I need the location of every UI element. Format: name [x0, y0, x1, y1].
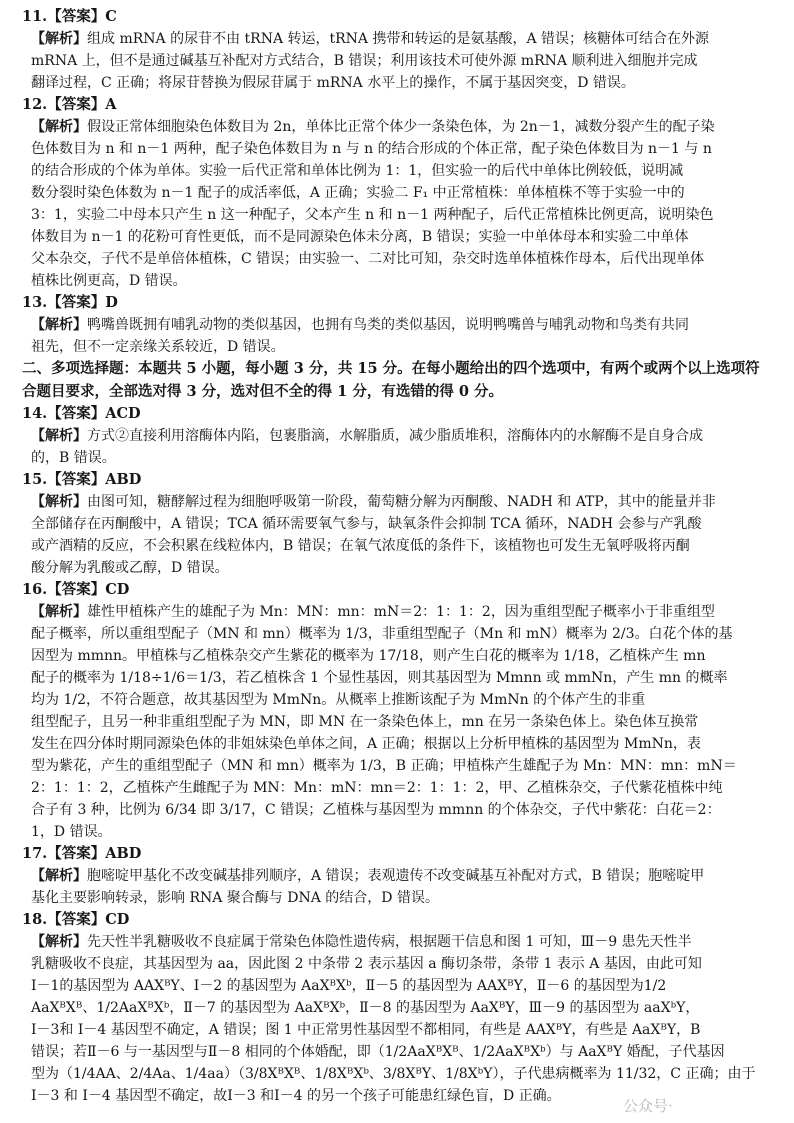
answer-value: CD [105, 581, 130, 598]
analysis-text: 翻译过程，C 正确；将尿苷替换为假尿苷属于 mRNA 水平上的操作，不属于基因突变，D 错误。 [31, 75, 635, 91]
answer-value: D [105, 294, 118, 311]
analysis-text: 组型配子，且另一种非重组型配子为 MN，即 MN 在一条染色体上，mn 在另一条染色体上。染色体互换常 [31, 714, 699, 730]
answer-value: ABD [105, 471, 142, 488]
analysis-text: 色体数目为 n 和 n－1 两种，配子染色体数目为 n 与 n 的结合形成的个体正常，配子染色体数目为 n－1 与 n [31, 141, 712, 157]
analysis-text: 方式②直接利用溶酶体内陷，包裹脂滴，水解脂质，减少脂质堆积，溶酶体内的水解酶不是自身合成 [87, 428, 703, 444]
question-block [22, 403, 768, 469]
analysis-label: 【解析】 [31, 604, 87, 620]
answer-label: 【答案】 [47, 911, 106, 928]
analysis-line [22, 1019, 768, 1041]
analysis-line [22, 513, 768, 535]
analysis-line [22, 138, 768, 160]
analysis-line [22, 270, 768, 292]
analysis-text: 3：1，实验二中母本只产生 n 这一种配子，父本产生 n 和 n－1 两种配子，后代正常植株比例更高，说明染色 [31, 207, 714, 223]
answer-value: C [105, 8, 117, 25]
analysis-text: 型为紫花，产生的重组型配子（MN 和 mn）概率为 1/3，B 正确；甲植株产生雄配子为 Mn：MN：mn：mN＝ [31, 758, 737, 774]
answer-label: 【答案】 [47, 294, 106, 311]
analysis-line [22, 953, 768, 975]
question-number: 12. [22, 96, 48, 113]
analysis-label: 【解析】 [31, 31, 87, 47]
analysis-line [22, 116, 768, 138]
answer-line [22, 6, 768, 28]
analysis-text: mRNA 上，但不是通过碱基互补配对方式结合，B 错误；利用该技术可使外源 mRNA 顺利进入细胞并完成 [31, 53, 698, 69]
analysis-text: 配子的概率为 1/18÷1/6＝1/3，若乙植株含 1 个显性基因，则其基因型为 Mmnn 或 mmNn，产生 mn 的概率 [31, 670, 728, 686]
question-number: 17. [22, 845, 48, 862]
analysis-text: 数分裂时染色体数为 n－1 配子的成活率低，A 正确；实验二 F₁ 中正常植株：单体植株不等于实验一中的 [31, 185, 685, 201]
analysis-text: 酸分解为乳酸或乙醇，D 错误。 [31, 560, 229, 576]
analysis-text: 基化主要影响转录，影响 RNA 聚合酶与 DNA 的结合，D 错误。 [31, 890, 439, 906]
answers-part-one [22, 6, 768, 358]
analysis-label: 【解析】 [31, 934, 87, 950]
question-block [22, 292, 768, 358]
analysis-line [22, 336, 768, 358]
analysis-text: 组成 mRNA 的尿苷不由 tRNA 转运，tRNA 携带和转运的是氨基酸，A 错误；核糖体可结合在外源 [87, 31, 710, 47]
answer-label: 【答案】 [47, 96, 106, 113]
analysis-line [22, 645, 768, 667]
analysis-line [22, 975, 768, 997]
analysis-line [22, 865, 768, 887]
analysis-text: 发生在四分体时期同源染色体的非姐妹染色单体之间，A 正确；根据以上分析甲植株的基因型为 MmNn，表 [31, 736, 701, 752]
analysis-line [22, 997, 768, 1019]
analysis-text: 均为 1/2，不符合题意，故其基因型为 MmNn。从概率上推断该配子为 MmNn 的个体产生的非重 [31, 692, 646, 708]
analysis-line [22, 425, 768, 447]
answer-label: 【答案】 [47, 581, 106, 598]
question-block [22, 94, 768, 292]
analysis-line [22, 711, 768, 733]
analysis-text: Ⅰ－3和 Ⅰ－4 基因型不确定，A 错误；图 1 中正常男性基因型不都相同，有些是 AAXᴮY，有些是 AaXᴮY，B [31, 1022, 701, 1038]
analysis-text: 乳糖吸收不良症，其基因型为 aa，因此图 2 中条带 2 表示基因 a 酶切条带，条带 1 表示 A 基因，由此可知 [31, 956, 702, 972]
analysis-line [22, 799, 768, 821]
analysis-text: 雄性甲植株产生的雄配子为 Mn：MN：mn：mN＝2：1：1：2，因为重组型配子概率小于非重组型 [87, 604, 715, 620]
section-heading-multiple-choice [22, 358, 768, 403]
watermark-text: 公众号· [623, 1097, 673, 1115]
analysis-line [22, 28, 768, 50]
answer-line [22, 843, 768, 865]
analysis-line [22, 755, 768, 777]
answer-value: ABD [105, 845, 142, 862]
analysis-text: 配子概率，所以重组型配子（MN 和 mn）概率为 1/3，非重组型配子（Mn 和 mN）概率为 2/3。白花个体的基 [31, 626, 733, 642]
analysis-text: 父本杂交，子代不是单倍体植株，C 错误；由实验一、二对比可知，杂交时选单体植株作母本，后代出现单体 [31, 251, 705, 267]
answer-label: 【答案】 [47, 471, 106, 488]
question-number: 18. [22, 911, 48, 928]
analysis-line [22, 601, 768, 623]
answer-line [22, 469, 768, 491]
analysis-text: 合子有 3 种，比例为 6/34 即 3/17，C 错误；乙植株与基因型为 mmnn 的个体杂交，子代中紫花：白花＝2： [31, 802, 721, 818]
analysis-line [22, 689, 768, 711]
analysis-text: 2：1：1：2，乙植株产生雌配子为 MN：Mn：mN：mn＝2：1：1：2，甲、乙植株杂交，子代紫花植株中纯 [31, 780, 723, 796]
analysis-line [22, 72, 768, 94]
answer-value: CD [105, 911, 130, 928]
answers-part-two [22, 403, 768, 1107]
section-heading-line: 二、多项选择题：本题共 5 小题，每小题 3 分，共 15 分。在每小题给出的四个选项中，有两个或两个以上选项符 [22, 360, 760, 377]
question-block [22, 579, 768, 843]
analysis-label: 【解析】 [31, 317, 87, 333]
analysis-text: 的结合形成的个体为单体。实验一后代正常和单体比例为 1：1，但实验一的后代中单体比例较低，说明减 [31, 163, 684, 179]
answer-label: 【答案】 [47, 8, 106, 25]
analysis-line [22, 204, 768, 226]
analysis-line [22, 447, 768, 469]
analysis-label: 【解析】 [31, 119, 87, 135]
analysis-text: 或产酒精的反应，不会积累在线粒体内，B 错误；在氧气浓度低的条件下，该植物也可发生无氧呼吸将丙酮 [31, 538, 690, 554]
answer-value: A [105, 96, 117, 113]
analysis-line [22, 821, 768, 843]
analysis-line [22, 1063, 768, 1085]
analysis-line [22, 535, 768, 557]
analysis-text: 1，D 错误。 [31, 824, 112, 840]
analysis-line [22, 50, 768, 72]
analysis-text: 错误；若Ⅱ－6 与一基因型与Ⅱ－8 相同的个体婚配，即（1/2AaXᴮXᴮ、1/2AaXᴮXᵇ）与 AaXᴮY 婚配，子代基因 [31, 1044, 725, 1060]
answer-label: 【答案】 [47, 405, 106, 422]
answer-line [22, 579, 768, 601]
analysis-text: 全部储存在丙酮酸中，A 错误；TCA 循环需要氧气参与，缺氧条件会抑制 TCA 循环，NADH 会参与产乳酸 [31, 516, 702, 532]
analysis-text: 型为（1/4AA、2/4Aa、1/4aa）（3/8XᴮXᴮ、1/8XᴮXᵇ、3/8XᴮY、1/8XᵇY），子代患病概率为 11/32，C 正确；由于 [31, 1066, 756, 1082]
analysis-text: 体数目为 n－1 的花粉可育性更低，而不是同源染色体未分离，B 错误；实验一中单体母本和实验二中单体 [31, 229, 689, 245]
analysis-line [22, 160, 768, 182]
analysis-text: AaXᴮXᴮ、1/2AaXᴮXᵇ，Ⅱ－7 的基因型为 AaXᴮXᵇ，Ⅱ－8 的基因型为 AaXᴮY，Ⅲ－9 的基因型为 aaXᵇY， [31, 1000, 700, 1016]
analysis-line [22, 314, 768, 336]
analysis-line [22, 733, 768, 755]
analysis-line [22, 623, 768, 645]
analysis-text: 祖先，但不一定亲缘关系较近，D 错误。 [31, 339, 285, 355]
question-number: 16. [22, 581, 48, 598]
analysis-line [22, 777, 768, 799]
answer-value: ACD [105, 405, 141, 422]
analysis-line [22, 226, 768, 248]
analysis-line [22, 1041, 768, 1063]
analysis-text: 因型为 mmnn。甲植株与乙植株杂交产生紫花的概率为 17/18，则产生白花的概率为 1/18，乙植株产生 mn [31, 648, 706, 664]
question-number: 13. [22, 294, 48, 311]
answer-line [22, 403, 768, 425]
question-block [22, 6, 768, 94]
analysis-label: 【解析】 [31, 428, 87, 444]
question-block [22, 909, 768, 1107]
section-heading-line: 合题目要求，全部选对得 3 分，选对但不全的得 1 分，有选错的得 0 分。 [22, 382, 504, 400]
analysis-line [22, 182, 768, 204]
analysis-line [22, 667, 768, 689]
question-number: 11. [22, 8, 48, 25]
answer-label: 【答案】 [47, 845, 106, 862]
analysis-line [22, 248, 768, 270]
analysis-text: 鸭嘴兽既拥有哺乳动物的类似基因，也拥有鸟类的类似基因，说明鸭嘴兽与哺乳动物和鸟类有共同 [87, 317, 689, 333]
analysis-text: Ⅰ－3 和 Ⅰ－4 基因型不确定，故Ⅰ－3 和Ⅰ－4 的另一个孩子可能患红绿色盲，D 正确。 [31, 1088, 561, 1104]
analysis-text: 胞嘧啶甲基化不改变碱基排列顺序，A 错误；表观遗传不改变碱基互补配对方式，B 错误；胞嘧啶甲 [87, 868, 705, 884]
answer-line [22, 94, 768, 116]
answer-line [22, 909, 768, 931]
analysis-label: 【解析】 [31, 868, 87, 884]
analysis-line [22, 557, 768, 579]
analysis-text: Ⅰ－1的基因型为 AAXᴮY、Ⅰ－2 的基因型为 AaXᴮXᵇ，Ⅱ－5 的基因型为 AAXᴮY，Ⅱ－6 的基因型为1/2 [31, 978, 667, 994]
analysis-text: 由图可知，糖酵解过程为细胞呼吸第一阶段，葡萄糖分解为丙酮酸、NADH 和 ATP，其中的能量并非 [87, 494, 716, 510]
analysis-label: 【解析】 [31, 494, 87, 510]
question-number: 14. [22, 405, 48, 422]
analysis-text: 的，B 错误。 [31, 450, 116, 466]
analysis-text: 先天性半乳糖吸收不良症属于常染色体隐性遗传病，根据题干信息和图 1 可知，Ⅲ－9 患先天性半 [87, 934, 692, 950]
question-number: 15. [22, 471, 48, 488]
question-block [22, 843, 768, 909]
analysis-line [22, 887, 768, 909]
answer-line [22, 292, 768, 314]
analysis-text: 植株比例更高，D 错误。 [31, 273, 187, 289]
analysis-text: 假设正常体细胞染色体数目为 2n，单体比正常个体少一条染色体，为 2n－1，减数分裂产生的配子染 [87, 119, 715, 135]
analysis-line [22, 491, 768, 513]
analysis-line [22, 931, 768, 953]
question-block [22, 469, 768, 579]
